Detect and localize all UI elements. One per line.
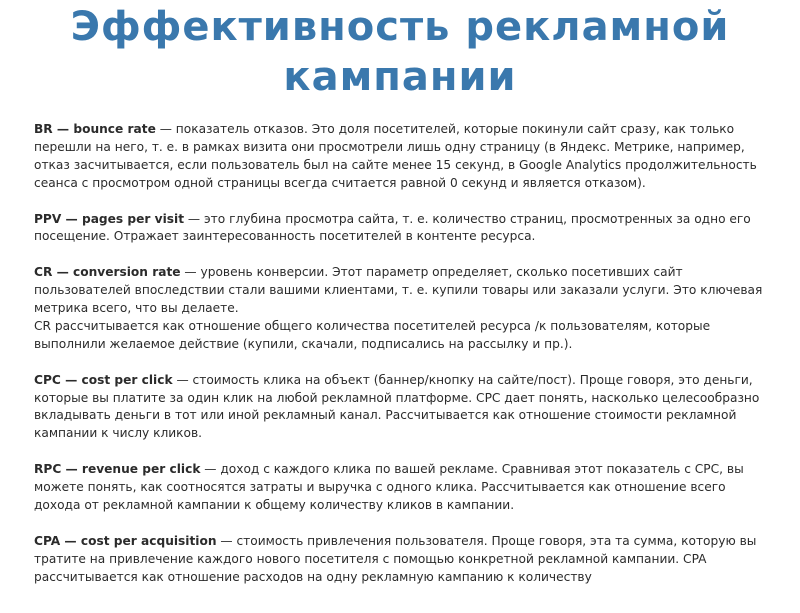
definition-cpc [34,372,774,444]
definition-cr [34,264,774,354]
definition-text [34,264,774,318]
definition-text [34,461,774,515]
definition-text [34,372,774,444]
page-title-line-1: Эффективность рекламной [70,4,730,50]
definition-rpc [34,461,774,515]
content-body [34,121,774,604]
page-title-line-2: кампании [283,54,517,100]
definition-ppv [34,211,774,247]
definition-text [34,121,774,193]
definition-cr-text: — уровень конверсии. Этот параметр определяет, сколько посетивших сайт пользователей впоследствии стали вашими клиентами, т. е. купили товары или заказали услуги. Это ключевая метрика всего, что вы делаете. [34,265,763,316]
term-br: BR — bounce rate [34,122,156,136]
term-cpc: CPC — cost per click [34,372,173,387]
definition-ppv-text: — это глубина просмотра сайта, т. е. количество страниц, просмотренных за одно его посещение. Отражает заинтересованность посетителей в контенте ресурса. [34,211,751,244]
definition-br [34,121,774,193]
definition-cpa [34,533,774,587]
definition-cr-formula: CR рассчитывается как отношение общего количества посетителей ресурса /к пользователям, которые выполнили желаемое действие (купили, скачали, подписались на рассылку и пр.). [34,318,711,351]
definition-cpa-text: — стоимость привлечения пользователя. Проще говоря, эта та сумма, которую вы тратите на привлечение каждого нового посетителя с помощью конкретной рекламной кампании. CPA рассчитывается как отношение расходов на одну рекламную кампанию к количеству [34,533,757,584]
definition-cpc-text: — стоимость клика на объект (баннер/кнопку на сайте/пост). Проще говоря, это деньги, которые вы платите за один клик на любой рекламной платформе. CPC дает понять, насколько целесообразно вкладывать деньги в тот или иной рекламный канал. Рассчитывается как отношение стоимости рекламной кампании к числу кликов. [34,372,760,441]
term-cr: CR — conversion rate [34,265,181,280]
definition-br-text: — показатель отказов. Это доля посетителей, которые покинули сайт сразу, как только перешли на него, т. е. в рамках визита они просмотрели лишь одну страницу (в Яндекс. Метрике, например, отказ засчитывается, если пользователь был на сайте менее 15 секунд, в Google Analytics продолжительность сеанса с просмотром одной страницы всегда считается равной 0 секунд и является отказом). [34,122,757,190]
definition-rpc-text: — доход с каждого клика по вашей рекламе. Сравнивая этот показатель с CPC, вы можете понять, как соотносятся затраты и выручка с одного клика. Рассчитывается как отношение всего дохода от рекламной кампании к общему количеству кликов в кампании. [34,462,744,512]
page-title [0,2,800,102]
definition-text [34,211,774,247]
term-cpa: CPA — cost per acquisition [34,533,217,548]
definition-text [34,533,774,587]
term-rpc: RPC — revenue per click [34,462,201,477]
term-ppv: PPV — pages per visit [34,211,185,226]
